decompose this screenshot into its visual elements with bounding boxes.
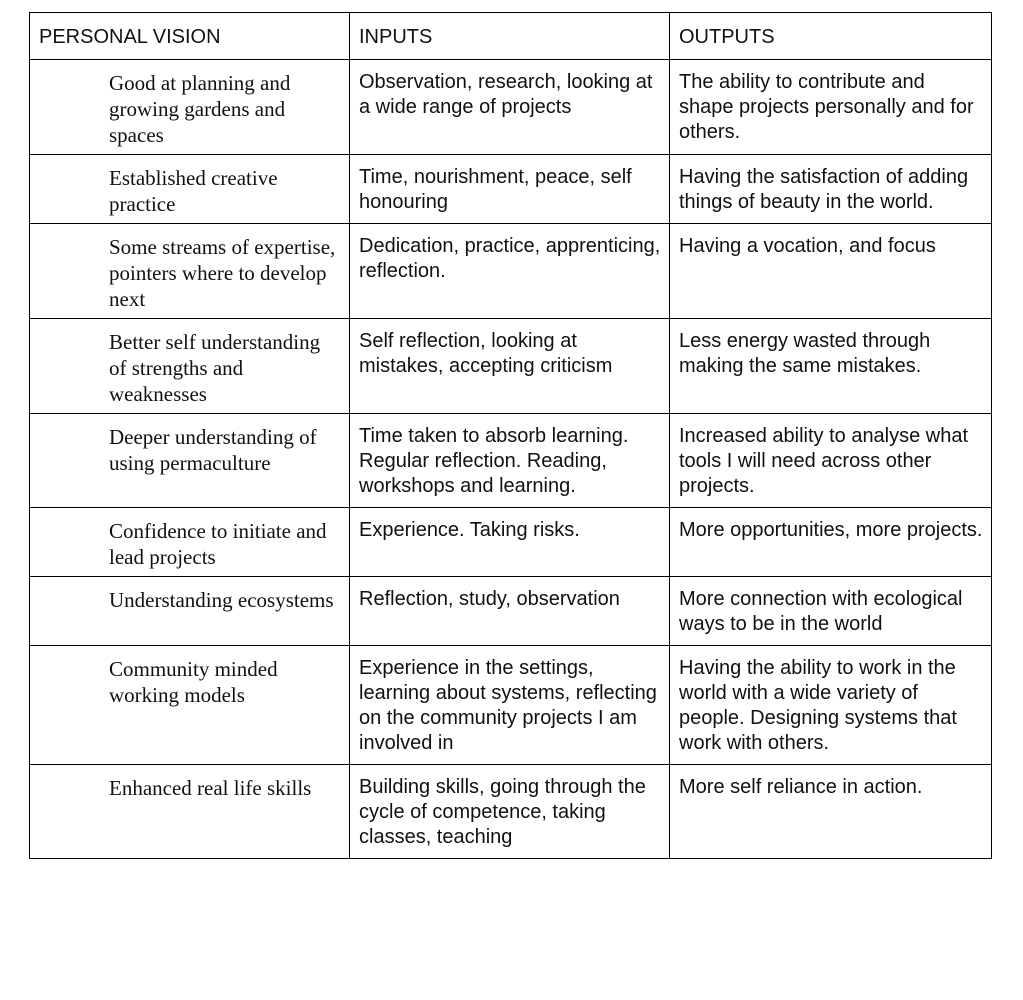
outputs-cell: Less energy wasted through making the same mistakes. (670, 319, 992, 414)
outputs-cell: Increased ability to analyse what tools I will need across other projects. (670, 414, 992, 508)
vision-cell: Better self understanding of strengths and weaknesses (30, 319, 350, 414)
header-inputs: INPUTS (350, 13, 670, 60)
table-row (30, 60, 992, 155)
table-row (30, 508, 992, 577)
outputs-cell: Having the ability to work in the world with a wide variety of people. Designing systems that work with others. (670, 646, 992, 765)
inputs-cell: Experience in the settings, learning about systems, reflecting on the community projects I am involved in (350, 646, 670, 765)
inputs-cell: Building skills, going through the cycle of competence, taking classes, teaching (350, 765, 670, 859)
vision-table (29, 12, 992, 859)
outputs-cell: Having the satisfaction of adding things of beauty in the world. (670, 155, 992, 224)
inputs-cell: Time taken to absorb learning. Regular reflection. Reading, workshops and learning. (350, 414, 670, 508)
outputs-cell: Having a vocation, and focus (670, 224, 992, 319)
inputs-cell: Observation, research, looking at a wide range of projects (350, 60, 670, 155)
vision-cell: Community minded working models (30, 646, 350, 765)
table-body (30, 60, 992, 859)
vision-cell: Some streams of expertise, pointers where to develop next (30, 224, 350, 319)
vision-cell: Understanding ecosystems (30, 577, 350, 646)
table-header (30, 13, 992, 60)
inputs-cell: Dedication, practice, apprenticing, reflection. (350, 224, 670, 319)
table-row (30, 646, 992, 765)
vision-cell: Established creative practice (30, 155, 350, 224)
inputs-cell: Self reflection, looking at mistakes, accepting criticism (350, 319, 670, 414)
outputs-cell: The ability to contribute and shape projects personally and for others. (670, 60, 992, 155)
table-row (30, 155, 992, 224)
table-row (30, 765, 992, 859)
inputs-cell: Reflection, study, observation (350, 577, 670, 646)
outputs-cell: More connection with ecological ways to be in the world (670, 577, 992, 646)
table-row (30, 414, 992, 508)
vision-cell: Enhanced real life skills (30, 765, 350, 859)
table-row (30, 224, 992, 319)
vision-cell: Good at planning and growing gardens and spaces (30, 60, 350, 155)
header-outputs: OUTPUTS (670, 13, 992, 60)
header-personal-vision: PERSONAL VISION (30, 13, 350, 60)
outputs-cell: More opportunities, more projects. (670, 508, 992, 577)
header-row (30, 13, 992, 60)
table-row (30, 319, 992, 414)
outputs-cell: More self reliance in action. (670, 765, 992, 859)
table-row (30, 577, 992, 646)
inputs-cell: Experience. Taking risks. (350, 508, 670, 577)
vision-cell: Deeper understanding of using permaculture (30, 414, 350, 508)
vision-cell: Confidence to initiate and lead projects (30, 508, 350, 577)
inputs-cell: Time, nourishment, peace, self honouring (350, 155, 670, 224)
